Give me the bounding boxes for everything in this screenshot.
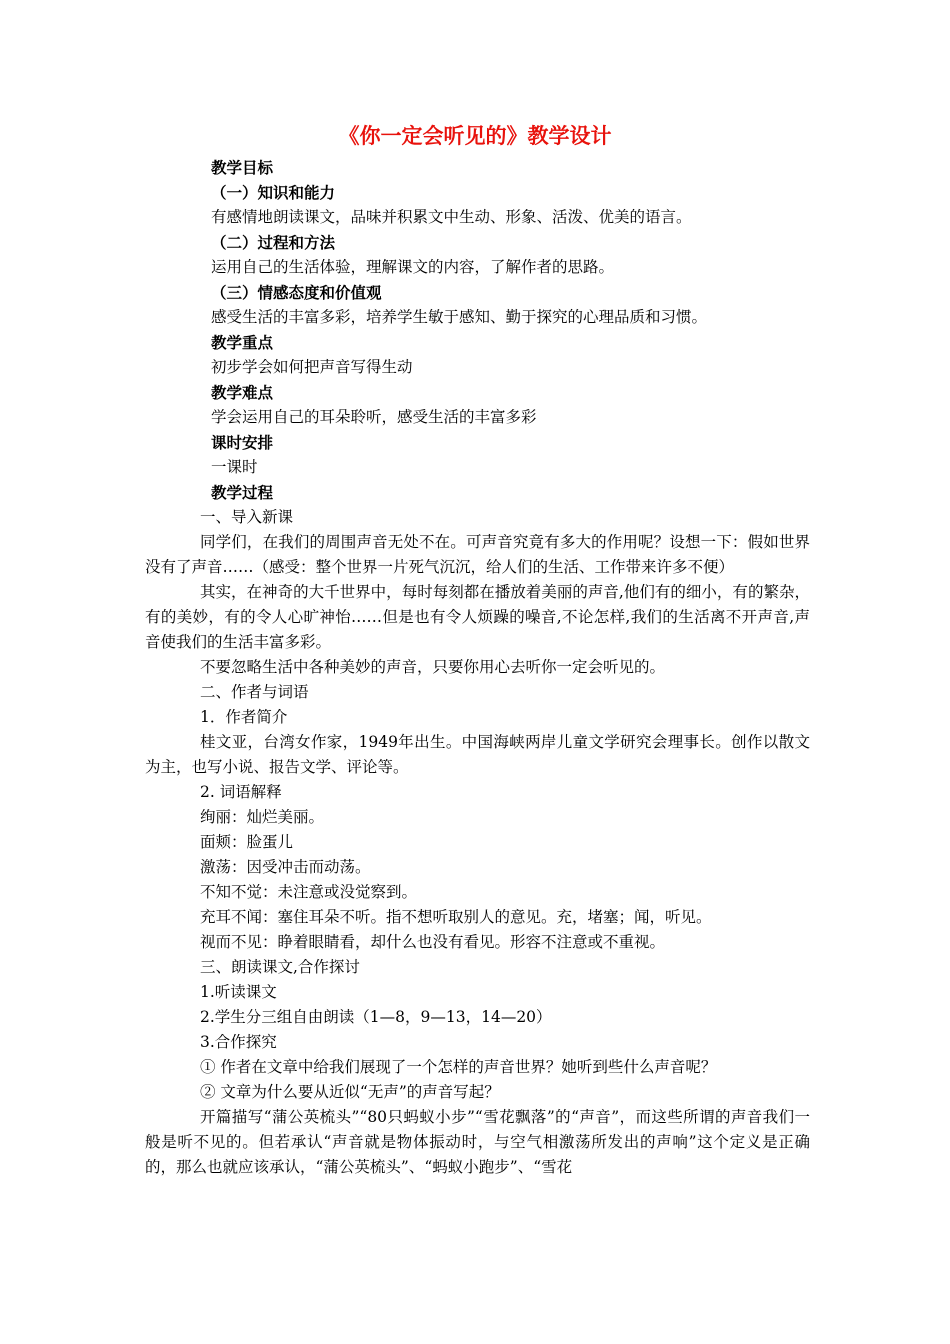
paragraph: 运用自己的生活体验，理解课文的内容，了解作者的思路。: [211, 258, 615, 276]
paragraph: 其实，在神奇的大千世界中，每时每刻都在播放着美丽的声音,他们有的细小，有的繁杂，有的美妙，有的令人心旷神怡……但是也有令人烦躁的噪音,不论怎样,我们的生活离不开声音,声音使我们的生活丰富多彩。: [145, 583, 810, 651]
vocab-item: 视而不见：睁着眼睛看，却什么也没有看见。形容不注意或不重视。: [200, 933, 666, 951]
paragraph: 3.合作探究: [200, 1033, 277, 1051]
heading-key-points: 教学重点: [211, 333, 274, 352]
heading-teaching-process: 教学过程: [211, 483, 274, 502]
vocab-item: 绚丽：灿烂美丽。: [200, 808, 325, 826]
paragraph: 初步学会如何把声音写得生动: [211, 358, 413, 376]
heading-difficulties: 教学难点: [211, 383, 274, 402]
section-author: 二、作者与词语: [200, 683, 309, 701]
paragraph: 桂文亚，台湾女作家，1949年出生。中国海峡两岸儿童文学研究会理事长。创作以散文为主，也写小说、报告文学、评论等。: [145, 733, 810, 776]
subheading-values: （三）情感态度和价值观: [211, 283, 382, 302]
paragraph: 2.学生分三组自由朗读（1—8，9—13，14—20）: [200, 1008, 552, 1026]
vocab-item: 激荡：因受冲击而动荡。: [200, 858, 371, 876]
vocab-item: 面颊：脸蛋儿: [200, 833, 294, 851]
section-intro: 一、导入新课: [200, 508, 294, 526]
paragraph: 2. 词语解释: [200, 783, 282, 801]
paragraph: 1.听读课文: [200, 983, 277, 1001]
subheading-knowledge: （一）知识和能力: [211, 183, 336, 202]
paragraph: 1．作者简介: [200, 708, 288, 726]
document-body: [145, 155, 810, 1180]
subheading-process: （二）过程和方法: [211, 233, 336, 252]
question-item: ② 文章为什么要从近似“无声”的声音写起？: [200, 1083, 500, 1101]
section-reading: 三、朗读课文,合作探讨: [200, 958, 360, 976]
paragraph: 同学们，在我们的周围声音无处不在。可声音究竟有多大的作用呢？设想一下：假如世界没有了声音……（感受：整个世界一片死气沉沉，给人们的生活、工作带来许多不便）: [145, 533, 810, 576]
paragraph: 有感情地朗读课文，品味并积累文中生动、形象、活泼、优美的语言。: [211, 208, 692, 226]
document-title: 《你一定会听见的》教学设计: [338, 123, 612, 148]
paragraph: 开篇描写“蒲公英梳头”“80只蚂蚁小步”“雪花飘落”的“声音”，而这些所谓的声音我们一般是听不见的。但若承认“声音就是物体振动时，与空气相激荡所发出的声响”这个定义是正确的，那么也就应该承认，“蒲公英梳头”、“蚂蚁小跑步”、“雪花: [145, 1108, 810, 1176]
vocab-item: 充耳不闻：塞住耳朵不听。指不想听取别人的意见。充，堵塞；闻，听见。: [200, 908, 712, 926]
vocab-item: 不知不觉：未注意或没觉察到。: [200, 883, 418, 901]
paragraph: 一课时: [211, 458, 258, 476]
paragraph: 学会运用自己的耳朵聆听，感受生活的丰富多彩: [211, 408, 537, 426]
paragraph: 不要忽略生活中各种美妙的声音，只要你用心去听你一定会听见的。: [200, 658, 666, 676]
heading-schedule: 课时安排: [211, 433, 274, 452]
paragraph: 感受生活的丰富多彩，培养学生敏于感知、勤于探究的心理品质和习惯。: [211, 308, 708, 326]
question-item: ① 作者在文章中给我们展现了一个怎样的声音世界？她听到些什么声音呢？: [200, 1058, 717, 1076]
heading-teaching-goals: 教学目标: [211, 158, 274, 177]
